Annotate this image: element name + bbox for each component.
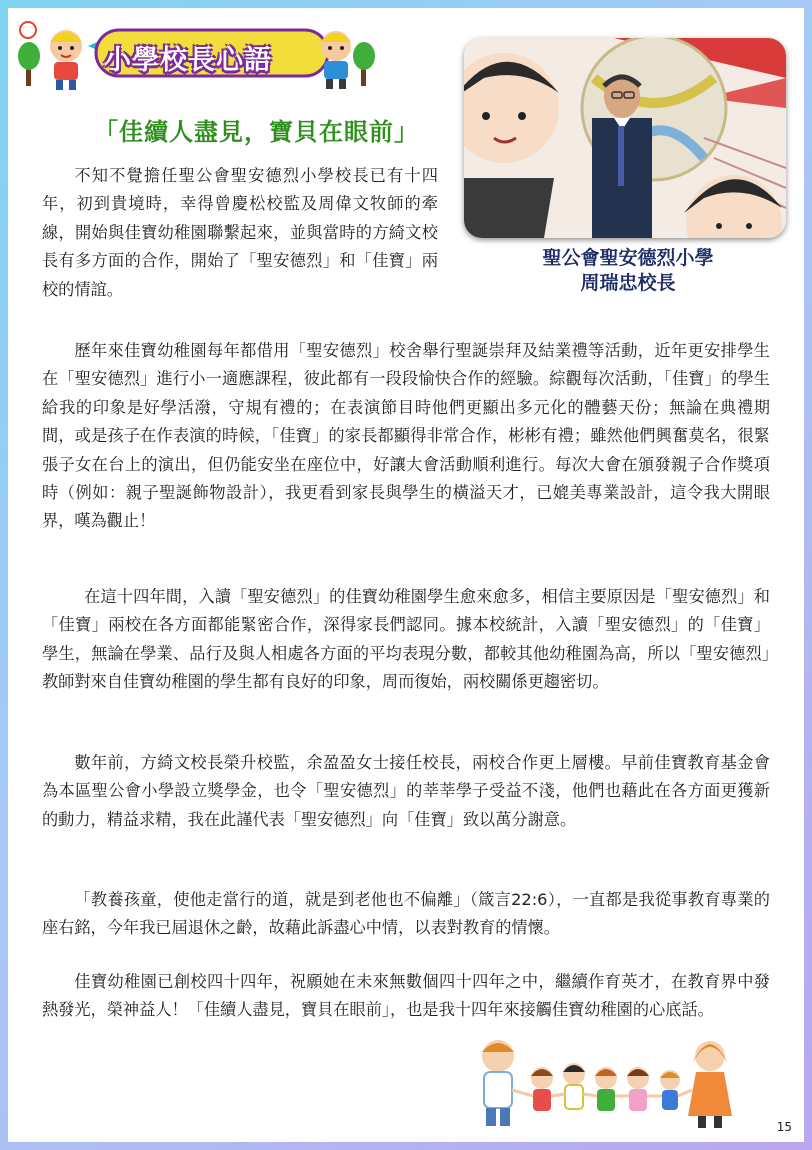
- caption-school: 聖公會聖安德烈小學: [542, 247, 714, 269]
- paragraph-1: 不知不覺擔任聖公會聖安德烈小學校長已有十四年，初到貴境時，幸得曾慶松校監及周偉文牧師的牽線，開始與佳寶幼稚園聯繫起來，並與當時的方綺文校長有多方面的合作，開始了「聖安德烈」和「佳寶」兩校的情誼。: [42, 166, 438, 299]
- page-content: [8, 8, 804, 1142]
- family-illustration: [470, 1034, 740, 1130]
- photo-caption: [478, 246, 778, 296]
- banner-title: 小學校長心語: [104, 45, 272, 76]
- principal-photo: [464, 38, 786, 238]
- paragraph-6: 佳寶幼稚園已創校四十四年，祝願她在未來無數個四十四年之中，繼續作育英才，在教育界中發熱發光，榮神益人！「佳續人盡見，寶貝在眼前」，也是我十四年來接觸佳寶幼稚園的心底話。: [42, 972, 770, 1020]
- caption-principal: 周瑞忠校長: [580, 272, 676, 294]
- paragraph-5: 「教養孩童，使他走當行的道，就是到老他也不偏離」（箴言22:6），一直都是我從事教育專業的座右銘，今年我已屆退休之齡，故藉此訴盡心中情，以表對教育的情懷。: [42, 890, 770, 938]
- paragraph-3: 在這十四年間，入讀「聖安德烈」的佳寶幼稚園學生愈來愈多，相信主要原因是「聖安德烈」和「佳寶」兩校在各方面都能緊密合作，深得家長們認同。據本校統計，入讀「聖安德烈」的「佳寶」學生，無論在學業、品行及與人相處各方面的平均表現分數，都較其他幼稚園為高，所以「聖安德烈」教師對來自佳寶幼稚園的學生都有良好的印象，周而復始，兩校關係更趨密切。: [42, 587, 770, 692]
- header-banner: [16, 16, 376, 92]
- principal-portrait-icon: [464, 38, 786, 238]
- page-number: 15: [776, 1120, 792, 1134]
- family-holding-hands-icon: [470, 1034, 740, 1130]
- article-headline: 「佳續人盡見，寶貝在眼前」: [94, 118, 419, 146]
- paragraph-2: 歷年來佳寶幼稚園每年都借用「聖安德烈」校舍舉行聖誕崇拜及結業禮等活動，近年更安排學生在「聖安德烈」進行小一適應課程，彼此都有一段段愉快合作的經驗。綜觀每次活動，「佳寶」的學生給我的印象是好學活潑，守規有禮的；在表演節目時他們更顯出多元化的體藝天份；無論在典禮期間，或是孩子在作表演的時候，「佳寶」的家長都顯得非常合作，彬彬有禮；雖然他們興奮莫名，很緊張子女在台上的演出，但仍能安坐在座位中，好讓大會活動順利進行。每次大會在頒發親子合作獎項時（例如：親子聖誕飾物設計），我更看到家長與學生的橫溢天才，已媲美專業設計，這令我大開眼界，嘆為觀止！: [42, 341, 770, 531]
- paragraph-4: 數年前，方綺文校長榮升校監，余盈盈女士接任校長，兩校合作更上層樓。早前佳寶教育基金會為本區聖公會小學設立獎學金，也令「聖安德烈」的莘莘學子受益不淺，他們也藉此在各方面更獲新的動力，精益求精，我在此謹代表「聖安德烈」向「佳寶」致以萬分謝意。: [42, 753, 770, 829]
